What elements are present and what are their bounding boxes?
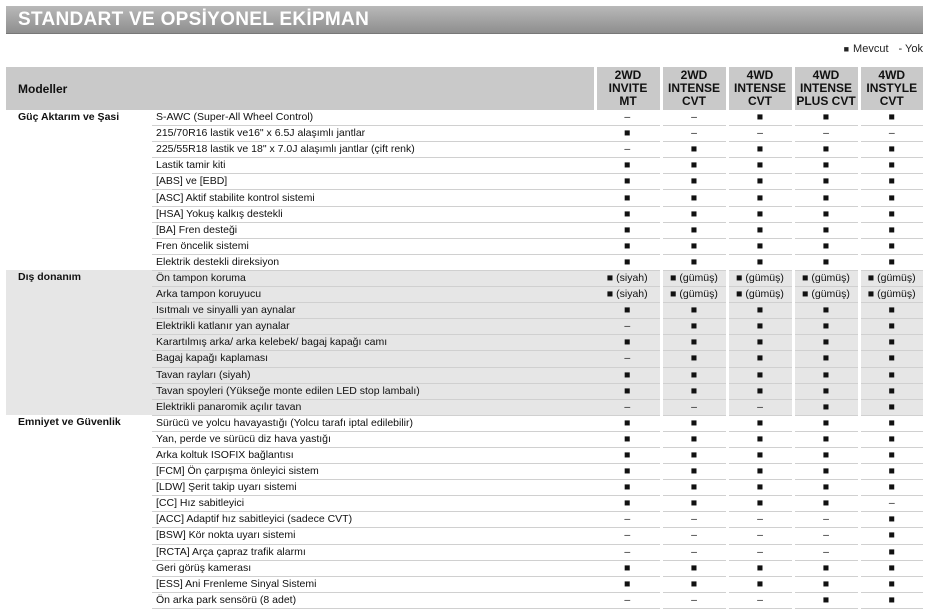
availability-cell: ■ — [595, 576, 661, 592]
availability-cell: ■ — [727, 415, 793, 431]
availability-cell: – — [727, 544, 793, 560]
availability-cell: ■ — [793, 367, 859, 383]
availability-cell: ■ — [859, 383, 923, 399]
availability-cell: ■ — [595, 431, 661, 447]
availability-cell: ■ (gümüş) — [859, 287, 923, 303]
feature-label: [LDW] Şerit takip uyarı sistemi — [152, 480, 595, 496]
available-symbol: ■ — [843, 44, 850, 54]
availability-cell: ■ — [859, 158, 923, 174]
feature-label: Ön arka park sensörü (8 adet) — [152, 592, 595, 608]
feature-label: Arka tampon koruyucu — [152, 287, 595, 303]
availability-cell: ■ — [727, 142, 793, 158]
availability-cell: ■ — [595, 254, 661, 270]
feature-label: Isıtmalı ve sinyalli yan aynalar — [152, 303, 595, 319]
availability-cell: ■ — [727, 431, 793, 447]
availability-cell: – — [595, 399, 661, 415]
equipment-table — [6, 67, 923, 609]
feature-label: Tavan spoyleri (Yükseğe monte edilen LED stop lambalı) — [152, 383, 595, 399]
feature-label: [HSA] Yokuş kalkış destekli — [152, 206, 595, 222]
availability-cell: ■ — [661, 206, 727, 222]
category-label: Güç Aktarım ve Şasi — [18, 111, 120, 123]
availability-cell: ■ — [859, 110, 923, 126]
availability-cell: ■ (gümüş) — [727, 270, 793, 286]
availability-cell: ■ — [793, 576, 859, 592]
availability-cell: – — [595, 512, 661, 528]
availability-cell: ■ — [595, 222, 661, 238]
availability-cell: ■ — [595, 480, 661, 496]
availability-cell: ■ — [661, 415, 727, 431]
table-row — [6, 110, 923, 126]
availability-cell: ■ — [661, 480, 727, 496]
availability-cell: ■ — [793, 238, 859, 254]
availability-cell: ■ — [793, 158, 859, 174]
availability-cell: ■ — [727, 254, 793, 270]
availability-cell: ■ — [859, 367, 923, 383]
availability-cell: ■ — [595, 367, 661, 383]
availability-cell: ■ — [793, 447, 859, 463]
feature-label: [BA] Fren desteği — [152, 222, 595, 238]
availability-cell: – — [595, 528, 661, 544]
feature-label: Karartılmış arka/ arka kelebek/ bagaj kapağı camı — [152, 335, 595, 351]
availability-cell: ■ — [727, 319, 793, 335]
feature-label: Fren öncelik sistemi — [152, 238, 595, 254]
availability-cell: ■ — [793, 303, 859, 319]
availability-cell: ■ — [661, 367, 727, 383]
availability-cell: ■ — [727, 190, 793, 206]
feature-label: [BSW] Kör nokta uyarı sistemi — [152, 528, 595, 544]
model-header: 4WD INSTYLE CVT — [859, 67, 923, 110]
page-title: STANDART VE OPSİYONEL EKİPMAN — [18, 9, 370, 30]
availability-cell: ■ — [727, 351, 793, 367]
feature-label: Geri görüş kamerası — [152, 560, 595, 576]
availability-cell: ■ — [727, 206, 793, 222]
table-row — [6, 415, 923, 431]
feature-label: S-AWC (Super-All Wheel Control) — [152, 110, 595, 126]
availability-cell: ■ — [793, 319, 859, 335]
feature-label: Arka koltuk ISOFIX bağlantısı — [152, 447, 595, 463]
table-row — [6, 270, 923, 286]
availability-cell: – — [595, 110, 661, 126]
availability-cell: ■ — [859, 190, 923, 206]
availability-cell: – — [727, 512, 793, 528]
availability-cell: – — [793, 528, 859, 544]
feature-label: Yan, perde ve sürücü diz hava yastığı — [152, 431, 595, 447]
availability-cell: – — [859, 496, 923, 512]
availability-cell: ■ — [859, 319, 923, 335]
availability-cell: ■ (siyah) — [595, 287, 661, 303]
model-header: 2WD INVITE MT — [595, 67, 661, 110]
availability-cell: ■ — [859, 254, 923, 270]
availability-cell: – — [661, 544, 727, 560]
feature-label: Lastik tamir kiti — [152, 158, 595, 174]
availability-cell: – — [793, 126, 859, 142]
category-label: Dış donanım — [6, 270, 152, 415]
availability-cell: ■ — [727, 335, 793, 351]
availability-cell: ■ — [661, 303, 727, 319]
availability-cell: ■ — [727, 447, 793, 463]
availability-cell: ■ — [727, 110, 793, 126]
availability-cell: ■ — [661, 351, 727, 367]
availability-cell: – — [661, 110, 727, 126]
feature-label: Elektrik destekli direksiyon — [152, 254, 595, 270]
availability-cell: ■ — [727, 560, 793, 576]
availability-cell: ■ — [661, 174, 727, 190]
availability-cell: – — [595, 592, 661, 608]
availability-cell: – — [595, 319, 661, 335]
availability-cell: ■ — [793, 480, 859, 496]
availability-cell: ■ — [661, 576, 727, 592]
availability-cell: ■ — [793, 142, 859, 158]
availability-cell: ■ — [727, 303, 793, 319]
availability-cell: ■ (siyah) — [595, 270, 661, 286]
availability-cell: ■ — [661, 319, 727, 335]
availability-cell: ■ — [793, 351, 859, 367]
availability-cell: ■ — [859, 399, 923, 415]
availability-cell: ■ — [661, 142, 727, 158]
legend — [844, 43, 923, 55]
availability-cell: ■ — [661, 496, 727, 512]
availability-cell: ■ — [661, 254, 727, 270]
availability-cell: ■ — [595, 158, 661, 174]
availability-cell: ■ — [793, 174, 859, 190]
availability-cell: ■ — [859, 206, 923, 222]
feature-label: [ABS] ve [EBD] — [152, 174, 595, 190]
availability-cell: ■ — [859, 576, 923, 592]
availability-cell: ■ — [661, 158, 727, 174]
availability-cell: ■ — [595, 174, 661, 190]
availability-cell: ■ — [595, 464, 661, 480]
availability-cell: ■ — [727, 174, 793, 190]
availability-cell: ■ — [859, 512, 923, 528]
availability-cell: – — [793, 512, 859, 528]
feature-label: [RCTA] Arça çapraz trafik alarmı — [152, 544, 595, 560]
availability-cell: ■ — [793, 335, 859, 351]
availability-cell: ■ — [727, 464, 793, 480]
feature-label: [CC] Hız sabitleyici — [152, 496, 595, 512]
availability-cell: ■ — [727, 383, 793, 399]
availability-cell: – — [859, 126, 923, 142]
availability-cell: – — [727, 592, 793, 608]
availability-cell: ■ — [595, 496, 661, 512]
availability-cell: – — [661, 399, 727, 415]
feature-label: Elektrikli panaromik açılır tavan — [152, 399, 595, 415]
availability-cell: ■ — [595, 447, 661, 463]
availability-cell: ■ — [661, 383, 727, 399]
availability-cell: ■ (gümüş) — [859, 270, 923, 286]
availability-cell: ■ — [661, 238, 727, 254]
availability-cell: – — [793, 544, 859, 560]
availability-cell: ■ — [661, 447, 727, 463]
availability-cell: ■ — [727, 576, 793, 592]
availability-cell: ■ — [793, 464, 859, 480]
absent-symbol: - — [898, 43, 903, 55]
feature-label: 215/70R16 lastik ve16" x 6.5J alaşımlı jantlar — [152, 126, 595, 142]
availability-cell: ■ (gümüş) — [727, 287, 793, 303]
availability-cell: ■ (gümüş) — [793, 287, 859, 303]
availability-cell: ■ — [859, 464, 923, 480]
availability-cell: ■ (gümüş) — [661, 270, 727, 286]
availability-cell: ■ — [595, 190, 661, 206]
availability-cell: ■ — [859, 174, 923, 190]
availability-cell: ■ — [727, 222, 793, 238]
feature-label: [FCM] Ön çarpışma önleyici sistem — [152, 464, 595, 480]
availability-cell: ■ — [661, 190, 727, 206]
availability-cell: ■ — [727, 158, 793, 174]
availability-cell: ■ — [595, 126, 661, 142]
availability-cell: ■ — [859, 447, 923, 463]
availability-cell: ■ — [793, 592, 859, 608]
availability-cell: ■ — [859, 335, 923, 351]
model-header: 2WD INTENSE CVT — [661, 67, 727, 110]
availability-cell: ■ — [661, 335, 727, 351]
available-label: Mevcut — [853, 43, 889, 55]
availability-cell: ■ — [859, 142, 923, 158]
availability-cell: ■ — [661, 464, 727, 480]
availability-cell: ■ — [793, 415, 859, 431]
availability-cell: ■ — [661, 222, 727, 238]
availability-cell: ■ (gümüş) — [793, 270, 859, 286]
availability-cell: ■ — [595, 383, 661, 399]
feature-label: Bagaj kapağı kaplaması — [152, 351, 595, 367]
availability-cell: ■ — [859, 303, 923, 319]
availability-cell: ■ — [793, 399, 859, 415]
availability-cell: – — [727, 528, 793, 544]
availability-cell: – — [595, 351, 661, 367]
table-body — [6, 110, 923, 608]
availability-cell: ■ — [859, 544, 923, 560]
availability-cell: ■ — [727, 496, 793, 512]
availability-cell: ■ — [727, 238, 793, 254]
category-label: Emniyet ve Güvenlik — [18, 416, 121, 429]
availability-cell: ■ — [793, 110, 859, 126]
models-header: Modeller — [6, 67, 595, 110]
availability-cell: – — [661, 592, 727, 608]
feature-label: Elektrikli katlanır yan aynalar — [152, 319, 595, 335]
availability-cell: ■ — [661, 431, 727, 447]
availability-cell: ■ — [595, 335, 661, 351]
feature-label: [ACC] Adaptif hız sabitleyici (sadece CVT) — [152, 512, 595, 528]
availability-cell: ■ — [793, 383, 859, 399]
availability-cell: ■ — [793, 254, 859, 270]
availability-cell: ■ — [661, 560, 727, 576]
feature-label: 225/55R18 lastik ve 18" x 7.0J alaşımlı jantlar (çift renk) — [152, 142, 595, 158]
model-header: 4WD INTENSE PLUS CVT — [793, 67, 859, 110]
feature-label: Ön tampon koruma — [152, 270, 595, 286]
availability-cell: ■ — [595, 238, 661, 254]
availability-cell: ■ — [859, 560, 923, 576]
availability-cell: ■ — [859, 431, 923, 447]
title-bar — [6, 6, 923, 34]
availability-cell: ■ — [793, 222, 859, 238]
model-header: 4WD INTENSE CVT — [727, 67, 793, 110]
availability-cell: ■ — [793, 190, 859, 206]
availability-cell: ■ — [859, 351, 923, 367]
feature-label: [ESS] Ani Frenleme Sinyal Sistemi — [152, 576, 595, 592]
availability-cell: – — [661, 528, 727, 544]
availability-cell: ■ (gümüş) — [661, 287, 727, 303]
availability-cell: – — [595, 142, 661, 158]
feature-label: Sürücü ve yolcu havayastığı (Yolcu tarafı iptal edilebilir) — [152, 415, 595, 431]
availability-cell: ■ — [859, 238, 923, 254]
availability-cell: ■ — [595, 206, 661, 222]
availability-cell: – — [595, 544, 661, 560]
feature-label: [ASC] Aktif stabilite kontrol sistemi — [152, 190, 595, 206]
absent-label: Yok — [905, 43, 923, 55]
availability-cell: ■ — [595, 303, 661, 319]
availability-cell: ■ — [859, 415, 923, 431]
availability-cell: ■ — [859, 480, 923, 496]
feature-label: Tavan rayları (siyah) — [152, 367, 595, 383]
availability-cell: – — [727, 126, 793, 142]
availability-cell: ■ — [793, 560, 859, 576]
table-header-row — [6, 67, 923, 110]
availability-cell: ■ — [727, 367, 793, 383]
availability-cell: ■ — [793, 206, 859, 222]
availability-cell: ■ — [793, 431, 859, 447]
availability-cell: ■ — [727, 480, 793, 496]
availability-cell: – — [661, 512, 727, 528]
availability-cell: ■ — [595, 560, 661, 576]
availability-cell: ■ — [859, 528, 923, 544]
availability-cell: – — [661, 126, 727, 142]
availability-cell: ■ — [595, 415, 661, 431]
availability-cell: ■ — [859, 222, 923, 238]
availability-cell: ■ — [793, 496, 859, 512]
availability-cell: ■ — [859, 592, 923, 608]
availability-cell: – — [727, 399, 793, 415]
